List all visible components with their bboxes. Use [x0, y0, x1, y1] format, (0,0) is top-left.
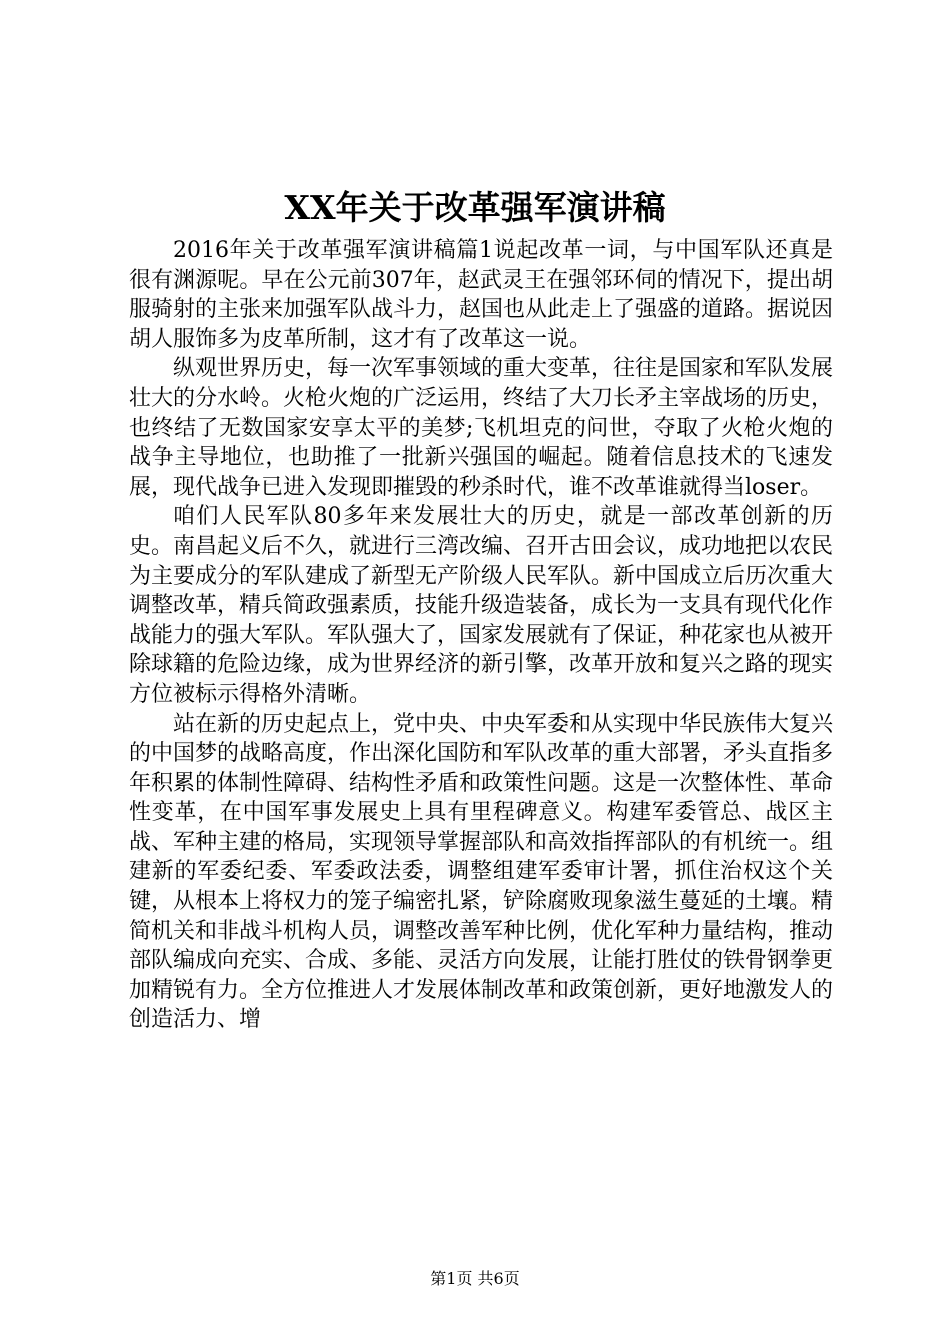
paragraph-4: 站在新的历史起点上，党中央、中央军委和从实现中华民族伟大复兴的中国梦的战略高度，作出深化国防和军队改革的重大部署，矛头直指多年积累的体制性障碍、结构性矛盾和政策性问题。这是一次整体性、革命性变革，在中国军事发展史上具有里程碑意义。构建军委管总、战区主战、军种主建的格局，实现领导掌握部队和高效指挥部队的有机统一。组建新的军委纪委、军委政法委，调整组建军委审计署，抓住治权这个关键，从根本上将权力的笼子编密扎紧，铲除腐败现象滋生蔓延的土壤。精简机关和非战斗机构人员，调整改善军种比例，优化军种力量结构，推动部队编成向充实、合成、多能、灵活方向发展，让能打胜仗的铁骨钢拳更加精锐有力。全方位推进人才发展体制改革和政策创新，更好地激发人的创造活力、增	[129, 711, 834, 1033]
paragraph-2: 纵观世界历史，每一次军事领域的重大变革，往往是国家和军队发展壮大的分水岭。火枪火炮的广泛运用，终结了大刀长矛主宰战场的历史，也终结了无数国家安享太平的美梦;飞机坦克的问世，夺取了火枪火炮的战争主导地位，也助推了一批新兴强国的崛起。随着信息技术的飞速发展，现代战争已进入发现即摧毁的秒杀时代，谁不改革谁就得当loser。	[129, 356, 834, 500]
paragraph-3: 咱们人民军队80多年来发展壮大的历史，就是一部改革创新的历史。南昌起义后不久，就进行三湾改编、召开古田会议，成功地把以农民为主要成分的军队建成了新型无产阶级人民军队。新中国成立后历次重大调整改革，精兵简政强素质，技能升级造装备，成长为一支具有现代化作战能力的强大军队。军队强大了，国家发展就有了保证，种花家也从被开除球籍的危险边缘，成为世界经济的新引擎，改革开放和复兴之路的现实方位被标示得格外清晰。	[129, 504, 834, 707]
document-title: XX年关于改革强军演讲稿	[284, 188, 666, 227]
page-number-footer: 第1页 共6页	[430, 1269, 520, 1288]
document-body	[129, 236, 833, 1035]
paragraph-1: 2016年关于改革强军演讲稿篇1说起改革一词，与中国军队还真是很有渊源呢。早在公元前307年，赵武灵王在强邻环伺的情况下，提出胡服骑射的主张来加强军队战斗力，赵国也从此走上了强盛的道路。据说因胡人服饰多为皮革所制，这才有了改革这一说。	[129, 238, 834, 352]
